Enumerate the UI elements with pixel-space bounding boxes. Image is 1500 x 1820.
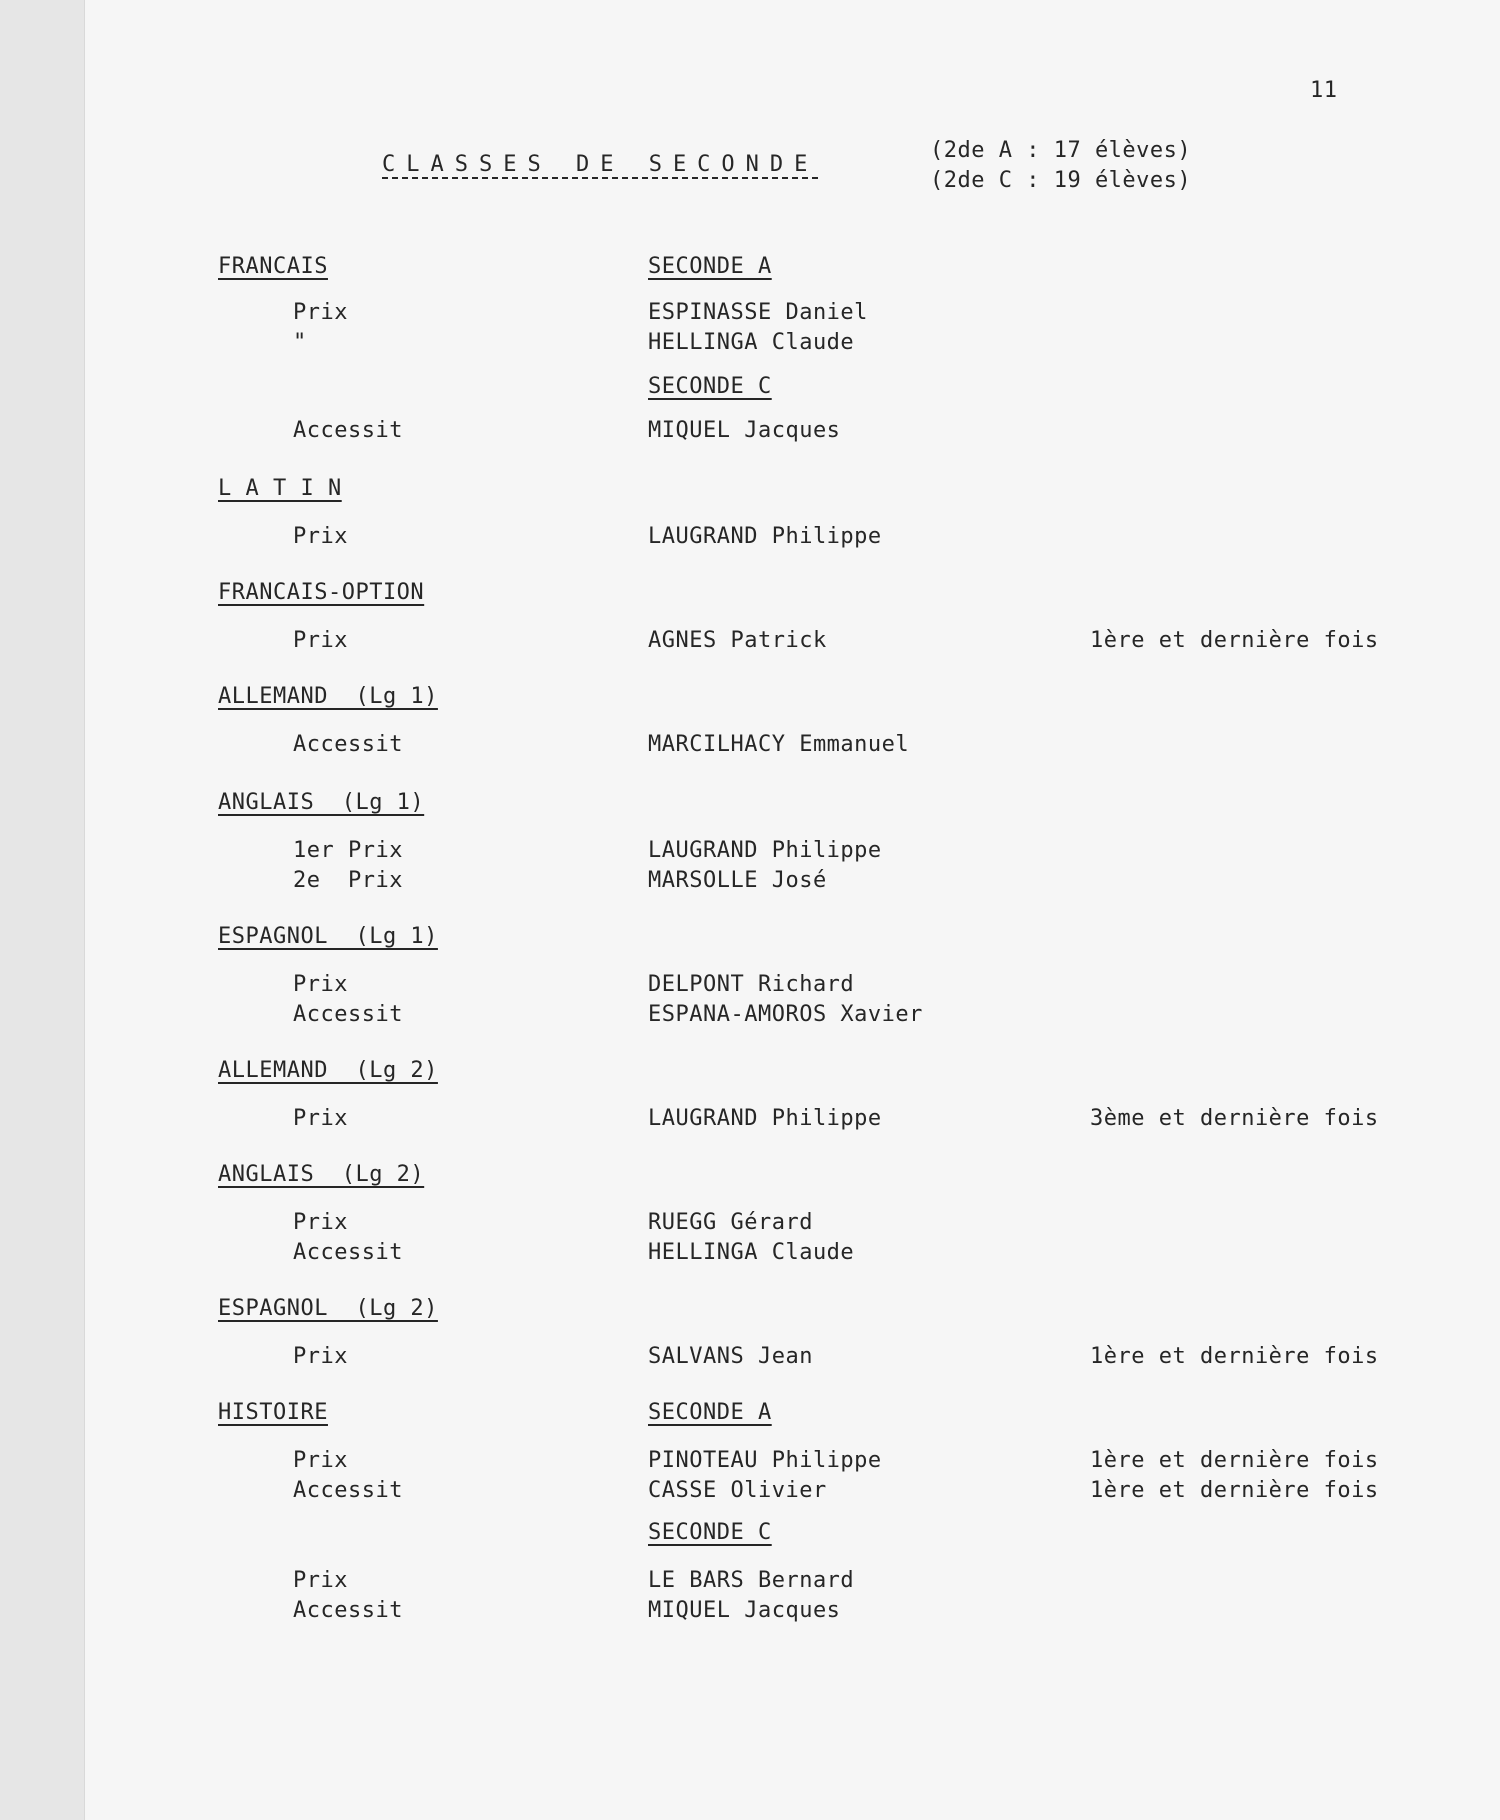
student-name: ESPANA-AMOROS Xavier	[648, 1002, 923, 1027]
subject-heading: L A T I N	[218, 476, 342, 501]
student-name: LAUGRAND Philippe	[648, 524, 882, 549]
award-label: Prix	[293, 628, 348, 653]
award-label: Prix	[293, 1448, 348, 1473]
class-heading: SECONDE C	[648, 374, 772, 399]
student-name: MARCILHACY Emmanuel	[648, 732, 910, 757]
student-name: HELLINGA Claude	[648, 330, 855, 355]
count-2de-a: (2de A : 17 élèves)	[930, 138, 1192, 163]
award-label: Prix	[293, 1106, 348, 1131]
subject-heading: HISTOIRE	[218, 1400, 328, 1425]
class-heading: SECONDE C	[648, 1520, 772, 1545]
student-name: HELLINGA Claude	[648, 1240, 855, 1265]
subject-heading: ANGLAIS (Lg 2)	[218, 1162, 425, 1187]
subject-heading: ANGLAIS (Lg 1)	[218, 790, 425, 815]
note-text: 1ère et dernière fois	[1090, 1448, 1379, 1473]
class-heading: SECONDE A	[648, 1400, 772, 1425]
student-name: SALVANS Jean	[648, 1344, 813, 1369]
subject-heading: FRANCAIS-OPTION	[218, 580, 425, 605]
student-name: MARSOLLE José	[648, 868, 827, 893]
note-text: 1ère et dernière fois	[1090, 1344, 1379, 1369]
page-title: CLASSES DE SECONDE	[382, 152, 819, 177]
page-number: 11	[1310, 78, 1338, 103]
student-name: ESPINASSE Daniel	[648, 300, 868, 325]
award-label: Accessit	[293, 732, 403, 757]
award-label: Accessit	[293, 1478, 403, 1503]
subject-heading: FRANCAIS	[218, 254, 328, 279]
note-text: 1ère et dernière fois	[1090, 1478, 1379, 1503]
award-label: Accessit	[293, 418, 403, 443]
student-name: MIQUEL Jacques	[648, 1598, 841, 1623]
award-label: Accessit	[293, 1002, 403, 1027]
student-name: MIQUEL Jacques	[648, 418, 841, 443]
count-2de-c: (2de C : 19 élèves)	[930, 168, 1192, 193]
award-label: Prix	[293, 524, 348, 549]
subject-heading: ESPAGNOL (Lg 2)	[218, 1296, 438, 1321]
award-label: Prix	[293, 1568, 348, 1593]
award-label: "	[293, 330, 307, 355]
subject-heading: ESPAGNOL (Lg 1)	[218, 924, 438, 949]
student-name: AGNES Patrick	[648, 628, 827, 653]
student-name: DELPONT Richard	[648, 972, 855, 997]
note-text: 3ème et dernière fois	[1090, 1106, 1379, 1131]
award-label: Prix	[293, 1210, 348, 1235]
subject-heading: ALLEMAND (Lg 1)	[218, 684, 438, 709]
student-name: PINOTEAU Philippe	[648, 1448, 882, 1473]
award-label: 1er Prix	[293, 838, 403, 863]
award-label: Accessit	[293, 1240, 403, 1265]
class-heading: SECONDE A	[648, 254, 772, 279]
student-name: LE BARS Bernard	[648, 1568, 855, 1593]
award-label: Accessit	[293, 1598, 403, 1623]
student-name: LAUGRAND Philippe	[648, 838, 882, 863]
binding-edge	[0, 0, 85, 1820]
note-text: 1ère et dernière fois	[1090, 628, 1379, 653]
student-name: RUEGG Gérard	[648, 1210, 813, 1235]
subject-heading: ALLEMAND (Lg 2)	[218, 1058, 438, 1083]
award-label: Prix	[293, 972, 348, 997]
student-name: LAUGRAND Philippe	[648, 1106, 882, 1131]
student-name: CASSE Olivier	[648, 1478, 827, 1503]
award-label: Prix	[293, 300, 348, 325]
award-label: 2e Prix	[293, 868, 403, 893]
award-label: Prix	[293, 1344, 348, 1369]
